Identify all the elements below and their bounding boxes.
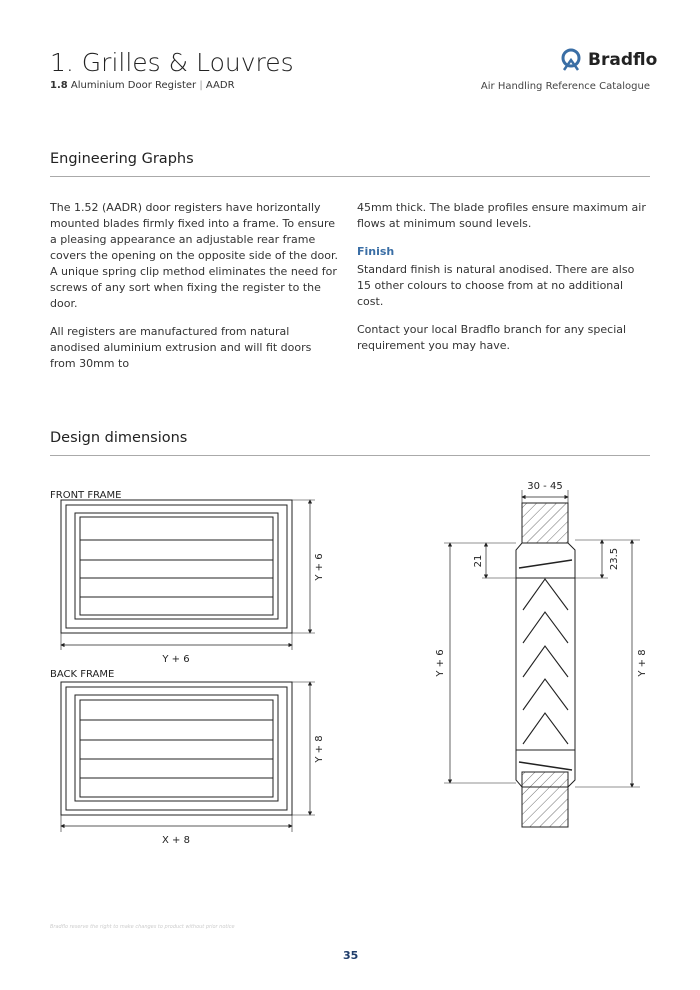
dim-23-5: 23.5: [609, 547, 620, 571]
product-code: AADR: [205, 80, 235, 91]
paragraph: The 1.52 (AADR) door registers have horizontally mounted blades firmly fixed into a frame. To ensure a pleasing appearance an adjustable rear frame covers the opening on the opposite side of the door. A unique spring clip method eliminates the need for screws of any sort when fixing the register to the door.: [50, 201, 338, 310]
disclaimer: Bradflo reserve the right to make changes to product without prior notice: [50, 924, 235, 930]
front-height-dim: Y + 6: [314, 553, 325, 581]
front-width-dim: Y + 6: [162, 654, 190, 665]
back-frame-drawing: [61, 682, 315, 832]
section-name: Aluminium Door Register: [70, 80, 197, 91]
paragraph: All registers are manufactured from natural anodised aluminium extrusion and will fit doors from 30mm to: [50, 325, 312, 370]
catalogue-name: Air Handling Reference Catalogue: [480, 81, 650, 92]
paragraph: 45mm thick. The blade profiles ensure maximum air flows at minimum sound levels.: [357, 201, 646, 230]
front-frame-drawing: [61, 500, 315, 650]
section-right-height-dim: Y + 8: [637, 649, 648, 677]
page-title: 1. Grilles & Louvres: [50, 48, 294, 77]
dim-21: 21: [473, 554, 484, 568]
section-number: 1.8: [50, 80, 68, 91]
front-frame-label: FRONT FRAME: [50, 490, 122, 501]
finish-heading: Finish: [357, 245, 395, 258]
back-frame-label: BACK FRAME: [50, 669, 115, 680]
separator: |: [199, 80, 203, 91]
paragraph: Contact your local Bradflo branch for any special requirement you may have.: [357, 323, 627, 352]
section-drawing: [444, 490, 640, 827]
brand-name: Bradflo: [588, 50, 658, 70]
section-left-height-dim: Y + 6: [435, 649, 446, 677]
door-thickness-dim: 30 - 45: [527, 481, 563, 492]
design-heading: Design dimensions: [50, 430, 188, 446]
paragraph: Standard finish is natural anodised. There are also 15 other colours to choose from at no additional cost.: [357, 263, 635, 308]
back-width-dim: X + 8: [162, 835, 190, 846]
page-number: 35: [343, 949, 359, 962]
back-height-dim: Y + 8: [314, 735, 325, 763]
engineering-heading: Engineering Graphs: [50, 151, 194, 167]
